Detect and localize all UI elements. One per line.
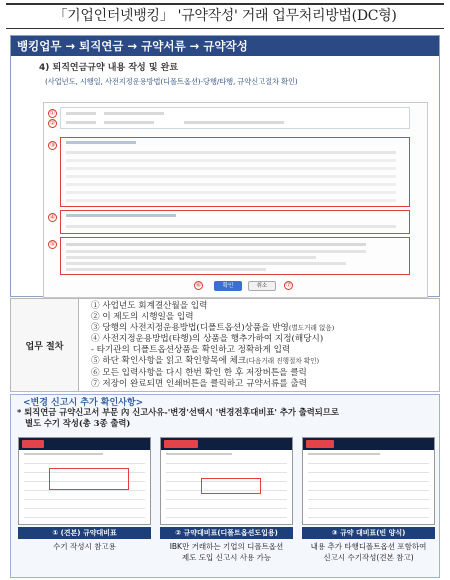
procedure-item: ⑦ 저장이 완료되면 인쇄버튼을 클릭하고 규약서류를 출력 <box>91 378 307 389</box>
default-option-table <box>60 137 410 207</box>
change-heading: <변경 신고시 추가 확인사항> <box>23 398 144 408</box>
change-note <box>17 407 339 429</box>
marker-7: ⑦ <box>285 281 292 289</box>
marker-6: ⑥ <box>195 281 202 289</box>
card-description: 수기 작성시 참고용 <box>53 542 116 551</box>
card-label: ② 규약대비표(디폴트옵션도입용) <box>160 527 293 539</box>
guide-frame <box>10 35 440 297</box>
card-description: 내용 추가 타행디폴트옵션 포함하여 신고시 수기작성(견본 참고) <box>310 542 427 562</box>
procedure-item: - 타기관의 디폴트옵션상품을 확인하고 정확하게 입력 <box>91 345 291 356</box>
comparison-card-sample <box>18 437 151 575</box>
marker-1: ① <box>49 109 56 117</box>
card-label: ③ 규약 대비표(빈 양식) <box>302 527 435 539</box>
card-label: ① (견본) 규약대비표 <box>18 527 151 539</box>
menu-path-banner: 뱅킹업무 → 퇴직연금 → 규약서류 → 규약작성 <box>11 36 439 56</box>
procedure-label: 업무 절차 <box>11 299 79 391</box>
marker-4: ④ <box>49 213 56 221</box>
procedure-item: ⑥ 모든 입력사항을 다시 한번 확인 한 후 저장버튼을 클릭 <box>91 367 307 378</box>
marker-2: ② <box>49 119 56 127</box>
procedure-item: ① 사업년도 회계결산월을 입력 <box>91 301 208 311</box>
procedure-item: ② 이 제도의 시행일을 입력 <box>91 312 194 323</box>
embedded-form-screenshot <box>43 102 428 298</box>
confirm-button[interactable]: 확인 <box>214 281 242 291</box>
procedure-item: ⑤ 하단 확인사항을 읽고 확인항목에 체크(다음거래 진행절차 확인) <box>91 356 320 367</box>
procedure-section <box>10 298 440 392</box>
comparison-card-default-option <box>160 437 293 575</box>
procedure-item: ③ 당행의 사전지정운용방법(디폴트옵션)상품을 반영(별도거래 없음) <box>91 323 335 334</box>
change-report-section <box>10 394 440 578</box>
marker-3: ③ <box>49 141 56 149</box>
step-heading: 4) 퇴직연금규약 내용 작성 및 완료 <box>39 63 179 73</box>
card-description: IBK만 거래하는 기업의 디폴트옵션 제도 도입 신고시 사용 가능 <box>169 542 284 562</box>
cancel-button[interactable]: 취소 <box>248 281 276 291</box>
document-thumbnail <box>18 437 151 525</box>
document-thumbnail <box>302 437 435 525</box>
change-note-line1: * 퇴직연금 규약신고서 부문 內 신고사유-'변경'선택시 '변경전후대비표' 추가 출력되므로 <box>17 407 339 417</box>
business-year-row <box>60 107 410 129</box>
procedure-item: ④ 사전지정운용방법(타행)의 상품을 행추가하여 지정(해당시) <box>91 334 324 345</box>
procedure-list <box>91 301 334 390</box>
page-title: 「기업인터넷뱅킹」 '규약작성' 거래 업무처리방법(DC형) <box>6 3 444 29</box>
change-note-line2: 별도 수기 작성(총 3종 출력) <box>25 418 131 428</box>
document-thumbnail <box>160 437 293 525</box>
comparison-card-blank <box>302 437 435 575</box>
step-subheading: (사업년도, 시행일, 사전지정운용방법(디폴트옵션)-당행/타행, 규약신고절차 확인) <box>45 77 298 86</box>
marker-5: ⑤ <box>49 240 56 248</box>
